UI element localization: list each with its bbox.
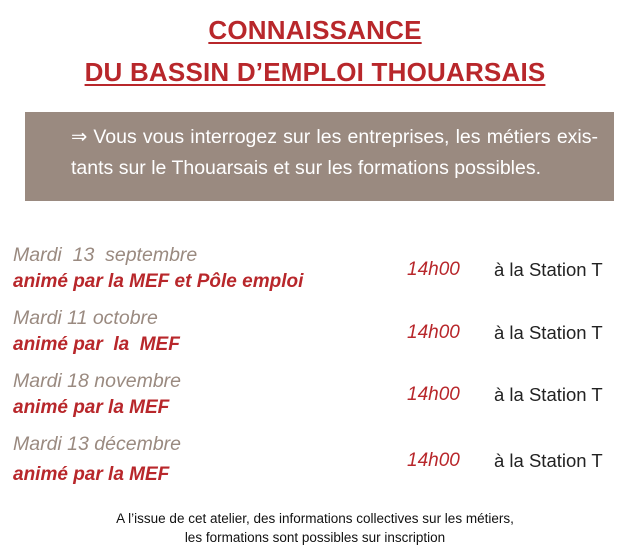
session-time: 14h00 (407, 322, 460, 343)
footer-line-2: les formations sont possibles sur inscription (184, 530, 446, 545)
intro-text: Vous vous interrogez sur les entreprises, les métiers exis-tants sur le Thouarsais et sur les formations possibles. (71, 126, 598, 179)
session-date: Mardi 13 septembre (13, 244, 198, 266)
session-host: animé par la MEF (13, 397, 170, 418)
title-line-1: CONNAISSANCE (208, 15, 422, 45)
session-host: animé par la MEF (13, 334, 180, 355)
session-place: à la Station T (494, 384, 603, 405)
title-line-2: DU BASSIN D’EMPLOI THOUARSAIS (84, 57, 546, 87)
session-host: animé par la MEF et Pôle emploi (13, 271, 304, 292)
session-time: 14h00 (407, 450, 460, 471)
session-time: 14h00 (407, 259, 460, 280)
intro-banner (25, 112, 614, 201)
session-place: à la Station T (494, 259, 603, 280)
session-place: à la Station T (494, 322, 603, 343)
session-place: à la Station T (494, 450, 603, 471)
footer-note (0, 509, 630, 547)
arrow-right-icon: ⇒ (71, 126, 88, 148)
session-host: animé par la MEF (13, 464, 170, 485)
session-date: Mardi 11 octobre (13, 307, 158, 329)
session-time: 14h00 (407, 384, 460, 405)
session-date: Mardi 18 novembre (13, 370, 181, 392)
session-date: Mardi 13 décembre (13, 433, 181, 455)
footer-line-1: A l’issue de cet atelier, des informations collectives sur les métiers, (116, 511, 514, 526)
